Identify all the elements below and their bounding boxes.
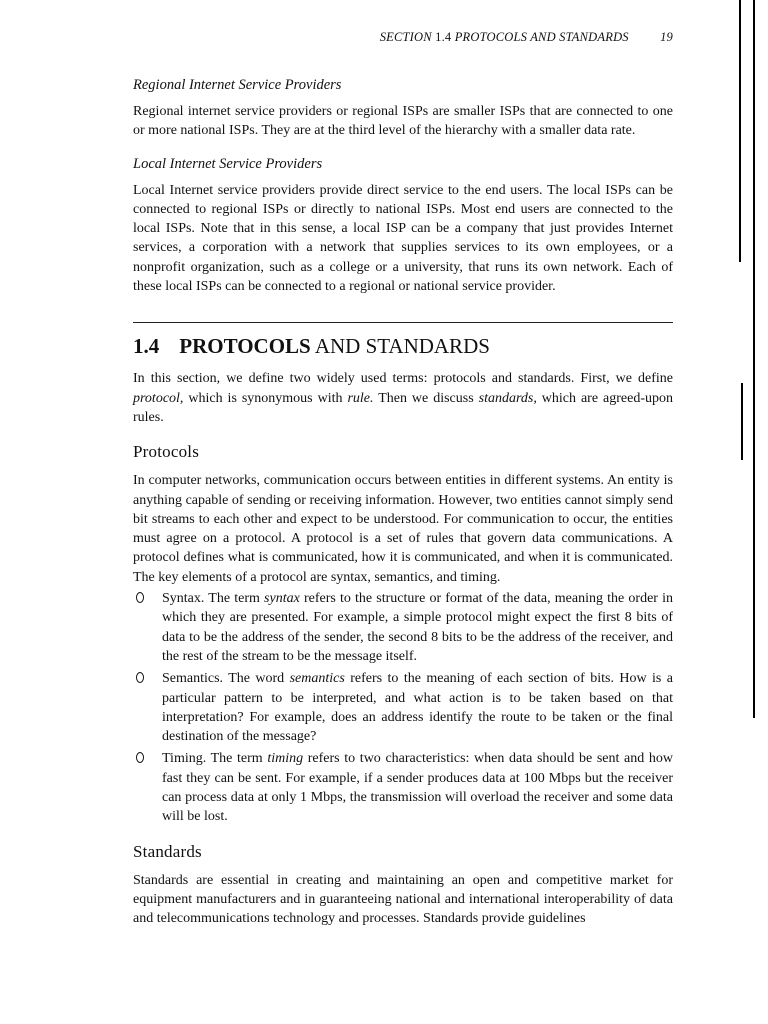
scan-edge-mark (739, 0, 741, 262)
term-semantics: semantics (289, 671, 345, 687)
scan-edge-mark (741, 383, 743, 460)
regional-isp-heading: Regional Internet Service Providers (133, 77, 342, 93)
local-isp-heading: Local Internet Service Providers (133, 155, 323, 172)
term-standards: standards, (478, 390, 537, 406)
standards-heading: Standards (133, 841, 202, 861)
protocols-paragraph: In computer networks, communication occurs between entities in different systems. An entity is anything capable of sending or receiving information. However, two entities cannot simply send bit streams to each other and expect to be understood. For communication to occur, the entities must agree on a protocol. A protocol is a set of rules that govern data communications. A protocol defines what is communicated, how it is communicated, and when it is communicated. The key elements of a protocol are syntax, semantics, and timing. (133, 473, 673, 585)
page-content (133, 76, 673, 929)
term-syntax: syntax (264, 591, 300, 607)
protocol-elements-list (133, 589, 673, 827)
running-header (133, 30, 673, 45)
list-item-semantics: Semantics. The word semantics refers to the meaning of each section of bits. How is a particular pattern to be interpreted, and what action is to be taken based on that interpretation? For example, does an address identify the route to be taken or the final destination of the message? (133, 669, 673, 746)
standards-paragraph: Standards are essential in creating and maintaining an open and competitive market for equipment manufacturers and in guaranteeing national and international interoperability of data and telecommunications technology and processes. Standards provide guidelines (133, 872, 673, 927)
header-section-number: 1.4 (435, 30, 452, 44)
section-number: 1.4 (133, 334, 160, 359)
list-item-timing: Timing. The term timing refers to two characteristics: when data should be sent and how fast they can be sent. For example, if a sender produces data at 100 Mbps but the receiver can process data at only 1 Mbps, the transmission will overload the receiver and some data will be lost. (133, 749, 673, 826)
term-rule: rule. (347, 390, 374, 406)
section-divider (133, 322, 673, 323)
section-title-bold: PROTOCOLS (179, 334, 311, 359)
scan-edge-mark (753, 0, 755, 718)
header-section-name: PROTOCOLS AND STANDARDS (454, 30, 629, 44)
section-title (133, 333, 673, 359)
header-page-number: 19 (660, 30, 673, 44)
protocols-heading: Protocols (133, 442, 200, 462)
regional-isp-paragraph: Regional internet service providers or regional ISPs are smaller ISPs that are connected to one or more national ISPs. They are at the third level of the hierarchy with a smaller data rate. (133, 104, 673, 139)
open-circle-bullet-icon (136, 592, 144, 603)
term-protocol: protocol, (133, 390, 184, 406)
section-title-rest: AND STANDARDS (314, 334, 490, 359)
open-circle-bullet-icon (136, 752, 144, 763)
open-circle-bullet-icon (136, 672, 144, 683)
term-timing: timing (267, 751, 304, 767)
header-section-label: SECTION (379, 30, 432, 44)
local-isp-paragraph: Local Internet service providers provide direct service to the end users. The local ISPs can be connected to regional ISPs or directly to national ISPs. Most end users are connected to the local ISPs. Note that in this sense, a local ISP can be a company that just provides Internet services, a corporation with a network that supplies services to its own employees, or a nonprofit organization, such as a college or a university, that runs its own network. Each of these local ISPs can be connected to a regional or national service provider. (133, 182, 673, 295)
section-intro-paragraph: In this section, we define two widely used terms: protocols and standards. First, we define protocol, which is synonymous with rule. Then we discuss standards, which are agreed-upon rules. (133, 371, 673, 425)
list-item-syntax: Syntax. The term syntax refers to the structure or format of the data, meaning the order in which they are presented. For example, a simple protocol might expect the first 8 bits of data to be the address of the sender, the second 8 bits to be the address of the receiver, and the rest of the stream to be the message itself. (133, 589, 673, 666)
